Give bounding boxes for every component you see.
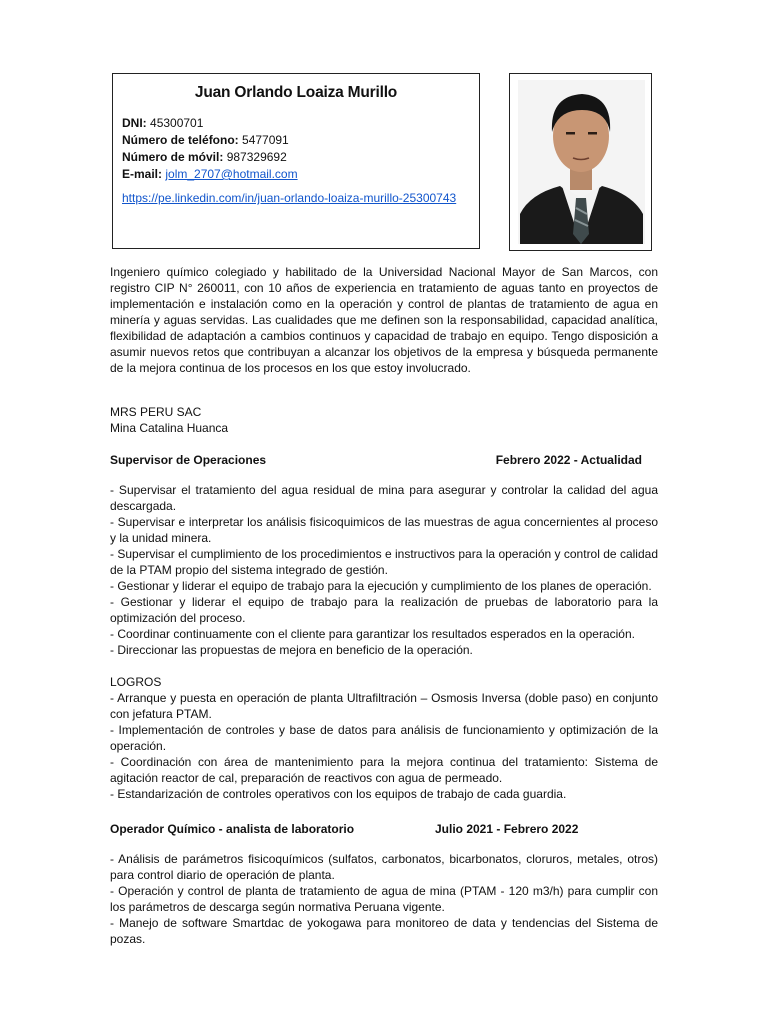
job1-header [110, 452, 658, 468]
job2-duties [110, 851, 658, 947]
dni-line [122, 115, 298, 132]
achievement-item: - Estandarización de controles operativos con los equipos de trabajo de cada guardia. [110, 787, 567, 801]
duty-item: - Supervisar e interpretar los análisis fisicoquimicos de las muestras de agua concernientes al proceso y la unidad minera. [110, 515, 658, 545]
job1-title: Supervisor de Operaciones [110, 453, 267, 467]
phone-line [122, 132, 298, 149]
mobile-line [122, 149, 298, 166]
candidate-name: Juan Orlando Loaiza Murillo [194, 84, 398, 101]
linkedin-link[interactable]: https://pe.linkedin.com/in/juan-orlando-loaiza-murillo-25300743 [122, 191, 457, 205]
profile-photo [509, 73, 652, 251]
achievement-item: - Coordinación con área de mantenimiento para la mejora continua del tratamiento: Sistema de agitación reactor de cal, preparación de reactivos con agua de permeado. [110, 755, 658, 785]
mobile-label: Número de móvil: [122, 150, 224, 164]
achievement-item: - Implementación de controles y base de datos para análisis de funcionamiento y optimización de la operación. [110, 723, 658, 753]
duty-item: - Coordinar continuamente con el cliente para garantizar los resultados esperados en la operación. [110, 627, 635, 641]
contact-details [122, 115, 298, 183]
email-label: E-mail: [122, 167, 163, 181]
email-link[interactable]: jolm_2707@hotmail.com [165, 167, 298, 181]
dni-value: 45300701 [150, 116, 204, 130]
duty-item: - Manejo de software Smartdac de yokogawa para monitoreo de data y tendencias del Sistema de pozas. [110, 916, 658, 946]
contact-box [112, 73, 480, 249]
duty-item: - Gestionar y liderar el equipo de trabajo para la ejecución y cumplimiento de los planes de operación. [110, 579, 652, 593]
summary-paragraph: Ingeniero químico colegiado y habilitado de la Universidad Nacional Mayor de San Marcos, con registro CIP N° 260011, con 10 años de experiencia en tratamiento de aguas tanto en proyectos de implementación e instalación como en la operación y control de plantas de tratamiento de agua en minería y aguas servidas. Las cualidades que me definen son la responsabilidad, capacidad analítica, flexibilidad de adaptación a cambios continuos y capacidad de trabajo en equipo. Tengo disposición a asumir nuevos retos que contribuyan a alcanzar los objetivos de la empresa y búsqueda permanente de la mejora continua de los procesos en los que estoy involucrado. [110, 265, 658, 375]
duty-item: - Análisis de parámetros fisicoquímicos (sulfatos, carbonatos, bicarbonatos, cloruros, metales, otros) para control diario de operación de planta. [110, 852, 658, 882]
email-line [122, 166, 298, 183]
duty-item: - Gestionar y liderar el equipo de trabajo para la realización de pruebas de laboratorio para la optimización del proceso. [110, 595, 658, 625]
job1-duties [110, 482, 658, 802]
job2-header [110, 821, 658, 837]
achievement-item: - Arranque y puesta en operación de planta Ultrafiltración – Osmosis Inversa (doble paso) en conjunto con jefatura PTAM. [110, 691, 658, 721]
linkedin-line [122, 191, 456, 205]
company-site: Mina Catalina Huanca [110, 421, 229, 435]
company-block [110, 404, 658, 436]
mobile-value: 987329692 [226, 150, 287, 164]
job1-dates: Febrero 2022 - Actualidad [495, 453, 642, 467]
phone-label: Número de teléfono: [122, 133, 239, 147]
job2-title: Operador Químico - analista de laboratorio [110, 822, 355, 836]
phone-value: 5477091 [242, 133, 289, 147]
company-name: MRS PERU SAC [110, 405, 202, 419]
duty-item: - Supervisar el tratamiento del agua residual de mina para asegurar y controlar la calidad del agua descargada. [110, 483, 658, 513]
duty-item: - Direccionar las propuestas de mejora en beneficio de la operación. [110, 643, 473, 657]
achievements-label: LOGROS [110, 675, 162, 689]
dni-label: DNI: [122, 116, 147, 130]
duty-item: - Operación y control de planta de tratamiento de agua de mina (PTAM - 120 m3/h) para cumplir con los parámetros de descarga según normativa Peruana vigente. [110, 884, 658, 914]
job2-dates: Julio 2021 - Febrero 2022 [435, 822, 579, 836]
portrait-image [510, 74, 652, 251]
duty-item: - Supervisar el cumplimiento de los procedimientos e instructivos para la operación y control de calidad de la PTAM propio del sistema integrado de gestión. [110, 547, 658, 577]
